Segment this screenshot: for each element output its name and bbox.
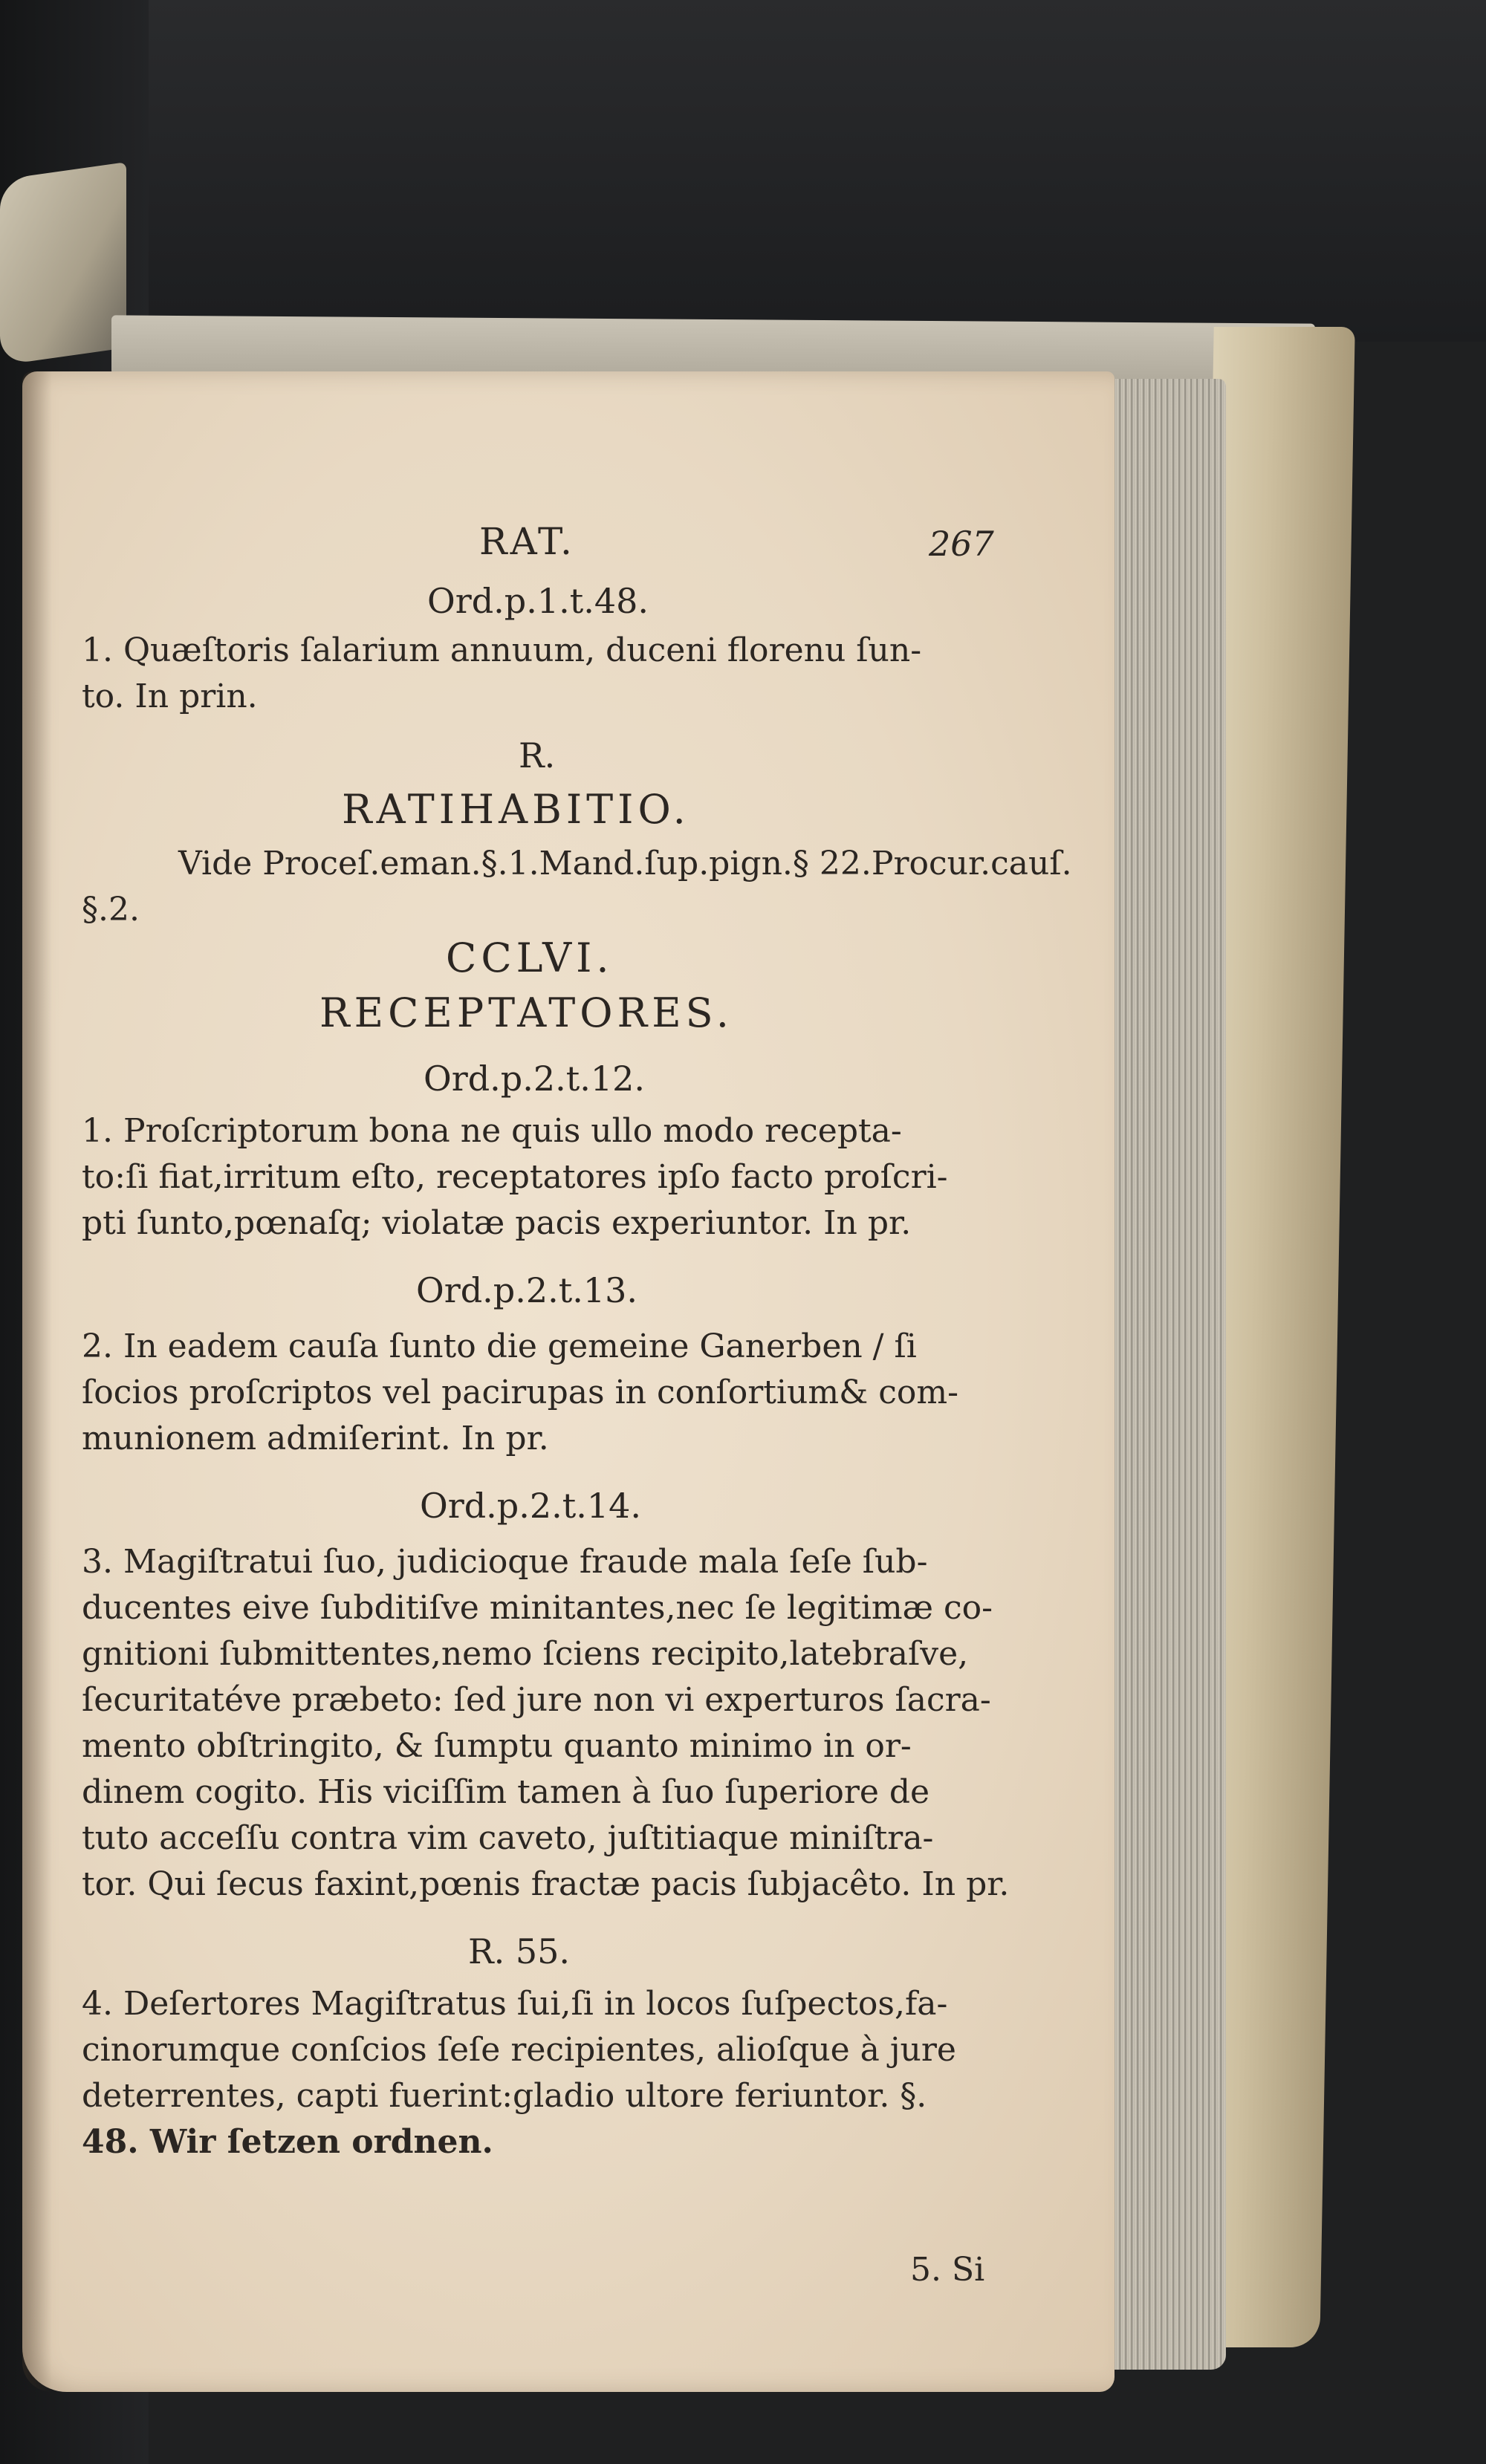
text-line: 1. Proſcriptorum bona ne quis ullo modo recepta- [82,1112,902,1150]
article-numeral: CCLVI. [446,934,614,981]
text-line: deterrentes, capti fuerint:gladio ultore feriuntor. §. [82,2077,927,2115]
background [0,0,1486,342]
text-line: §.2. [82,891,140,929]
text-line: gnitioni ſubmittentes,nemo ſciens recipito,latebraſve, [82,1635,969,1673]
gutter-shadow [22,371,52,2392]
text-line: 2. In eadem cauſa ſunto die gemeine Ganerben / ſi [82,1327,917,1365]
running-head: RAT. [479,520,575,563]
book-page [22,371,1114,2392]
text-line: ſocios proſcriptos vel pacirupas in conſortium& com- [82,1374,958,1411]
catchword: 5. Si [910,2251,985,2289]
text-line: 3. Magiſtratui ſuo, judicioque fraude mala ſeſe ſub- [82,1543,928,1581]
heading-ratihabitio: RATIHABITIO. [342,786,690,833]
text-line: to. In prin. [82,677,258,715]
text-line: ducentes eive ſubditiſve minitantes,nec ſe legitimæ co- [82,1589,993,1627]
reference-line: Ord.p.2.t.12. [424,1059,645,1099]
reference-line: Ord.p.2.t.14. [420,1486,641,1526]
text-line: tor. Qui ſecus faxint,pœnis fractæ pacis ſubjacêto. In pr. [82,1865,1010,1903]
reference-line: Ord.p.2.t.13. [416,1270,637,1310]
text-line: munionem admiſerint. In pr. [82,1420,549,1457]
text-line: 4. Deſertores Magiſtratus ſui,ſi in locos ſuſpectos,fa- [82,1985,948,2023]
folio-number: 267 [929,524,994,564]
heading-receptatores: RECEPTATORES. [319,989,733,1036]
reference-line: R. 55. [468,1931,571,1971]
reference-line: Ord.p.1.t.48. [427,581,649,621]
text-line: 48. Wir ſetzen ordnen. [82,2123,493,2161]
text-line: ſecuritatéve præbeto: ſed jure non vi experturos ſacra- [82,1681,991,1719]
binding-edge [0,162,126,365]
section-letter: R. [519,735,556,776]
text-line: mento obſtringito, & ſumptu quanto minimo in or- [82,1727,912,1765]
text-line: pti ſunto,pœnaſq; violatæ pacis experiuntor. In pr. [82,1204,912,1242]
text-line: Vide Proceſ.eman.§.1.Mand.ſup.pign.§ 22.Procur.cauſ. [178,845,1072,882]
text-line: to:ſi fiat,irritum eſto, receptatores ipſo facto proſcri- [82,1158,948,1196]
text-line: dinem cogito. His viciſſim tamen à ſuo ſuperiore de [82,1773,930,1811]
text-line: 1. Quæſtoris ſalarium annuum, duceni florenu ſun- [82,631,922,669]
text-line: tuto acceſſu contra vim caveto, juſtitiaque miniſtra- [82,1819,934,1857]
text-line: cinorumque conſcios ſeſe recipientes, alioſque à jure [82,2031,956,2069]
